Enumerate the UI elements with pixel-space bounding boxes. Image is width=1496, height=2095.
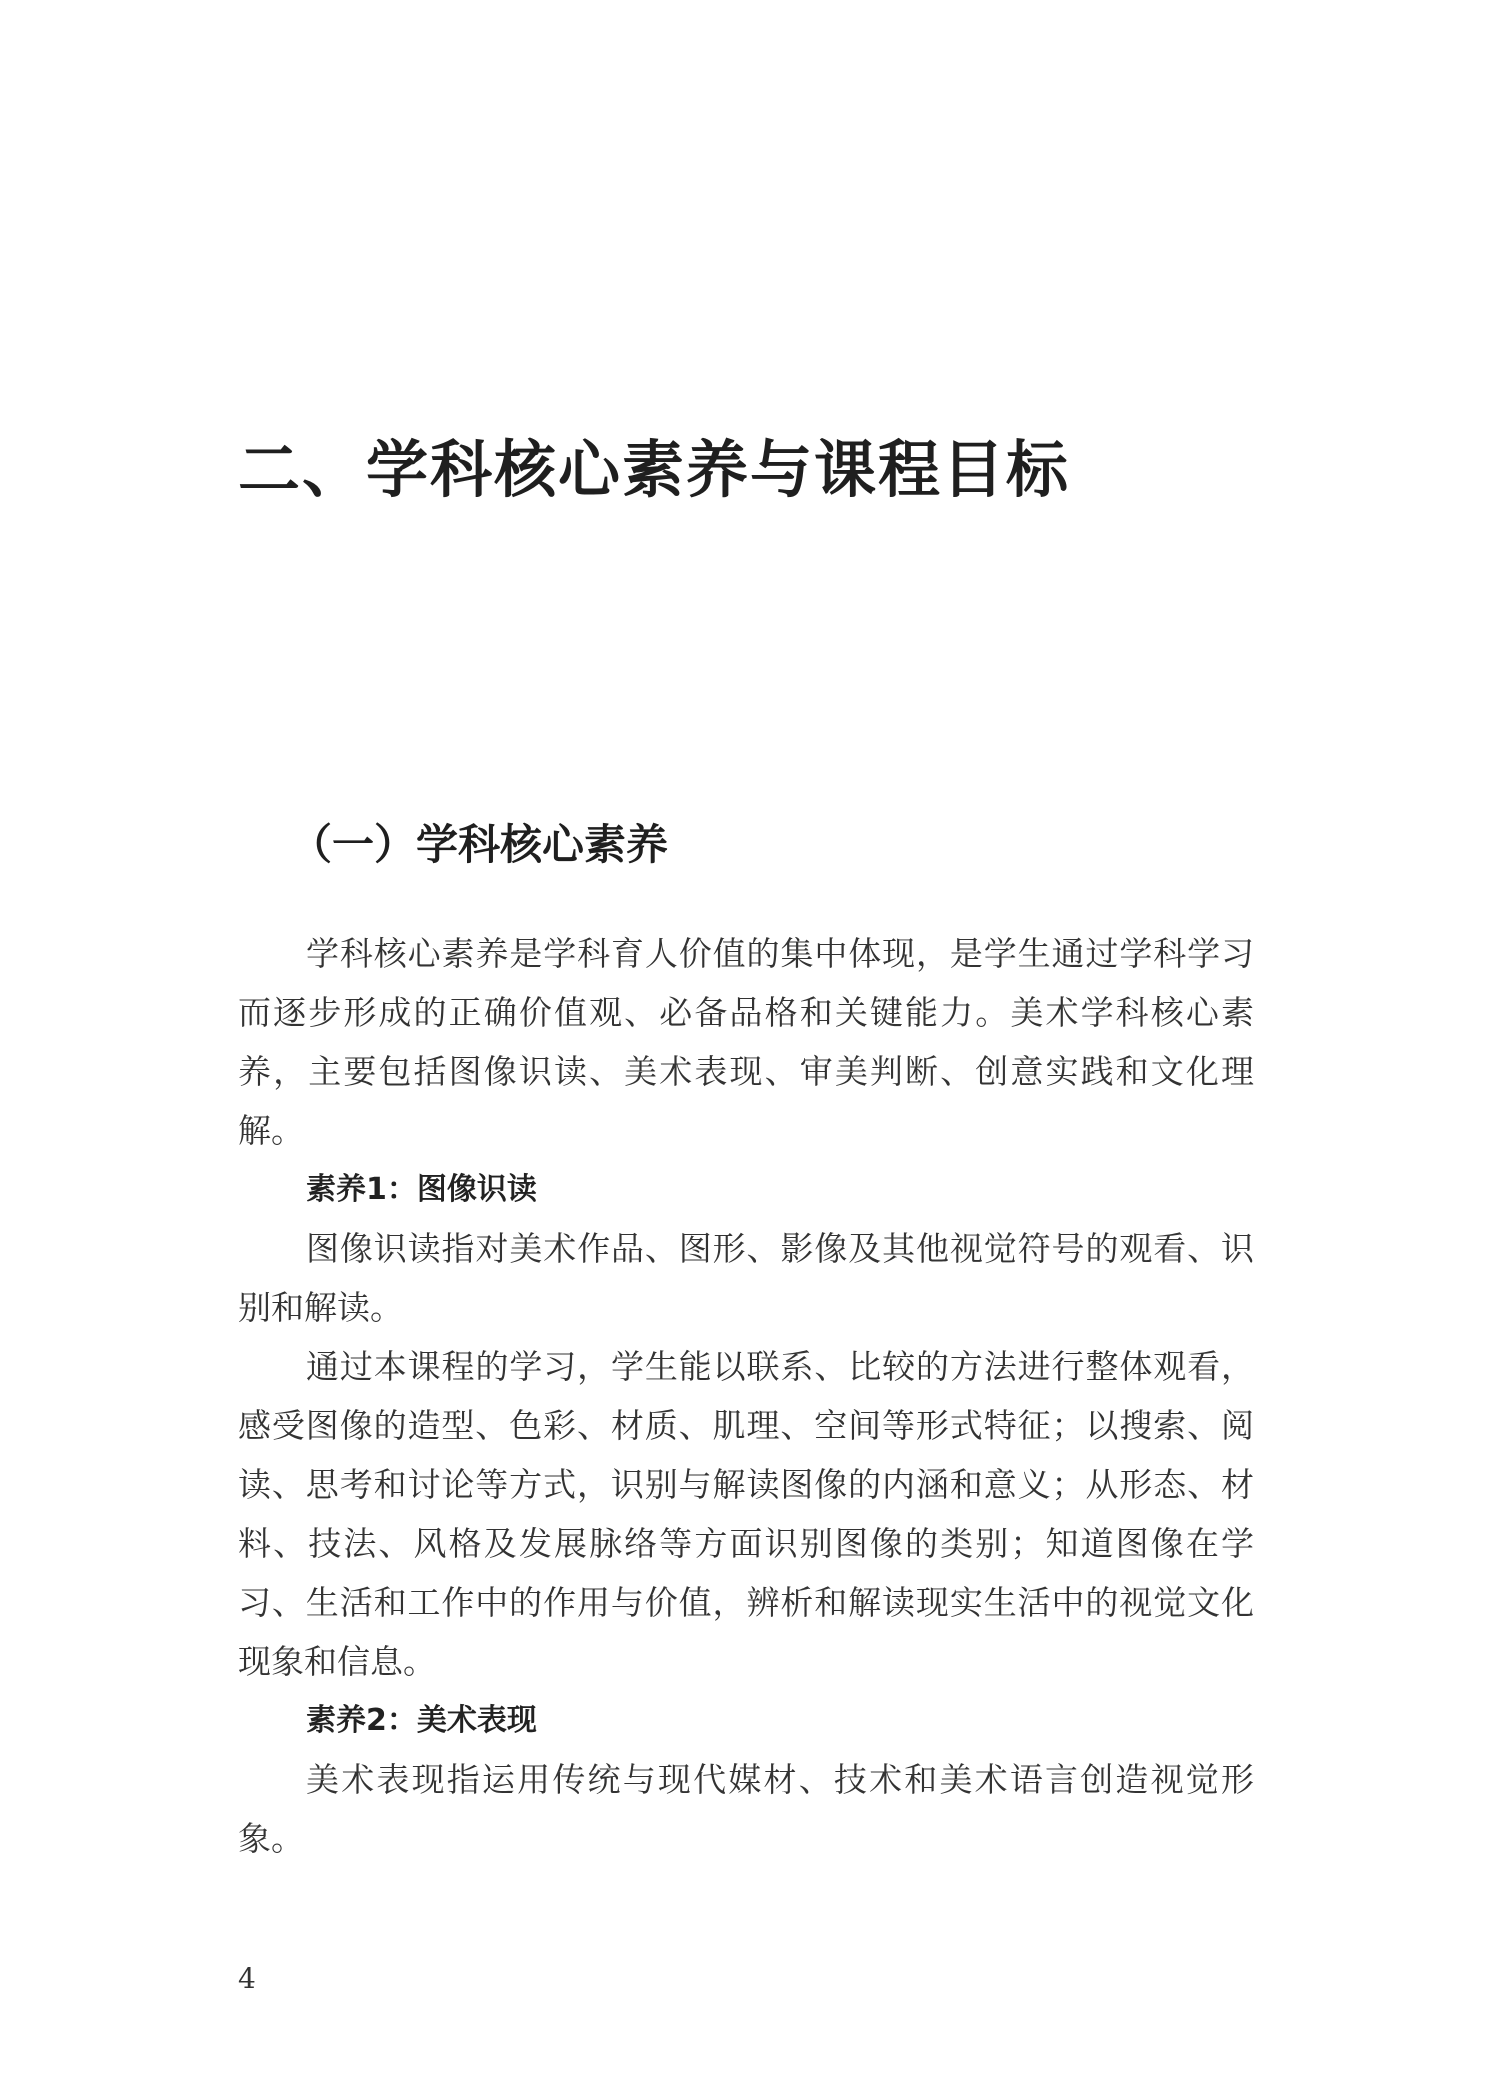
literacy-1-detail: 通过本课程的学习，学生能以联系、比较的方法进行整体观看，感受图像的造型、色彩、材质、肌理、空间等形式特征；以搜索、阅读、思考和讨论等方式，识别与解读图像的内涵和意义；从形态、材料、技法、风格及发展脉络等方面识别图像的类别；知道图像在学习、生活和工作中的作用与价值，辨析和解读现实生活中的视觉文化现象和信息。 [238,1347,1254,1681]
literacy-1-definition: 图像识读指对美术作品、图形、影像及其他视觉符号的观看、识别和解读。 [238,1229,1254,1327]
section-title: （一）学科核心素养 [290,820,669,869]
intro-paragraph: 学科核心素养是学科育人价值的集中体现，是学生通过学科学习而逐步形成的正确价值观、必备品格和关键能力。美术学科核心素养，主要包括图像识读、美术表现、审美判断、创意实践和文化理解。 [238,934,1254,1150]
literacy-2-definition: 美术表现指运用传统与现代媒材、技术和美术语言创造视觉形象。 [238,1760,1254,1858]
literacy-2-heading: 素养2：美术表现 [306,1703,537,1738]
chapter-title: 二、学科核心素养与课程目标 [238,433,1071,506]
body-text [238,924,1254,1868]
page-number: 4 [238,1962,256,1995]
literacy-1-heading: 素养1：图像识读 [306,1172,537,1207]
